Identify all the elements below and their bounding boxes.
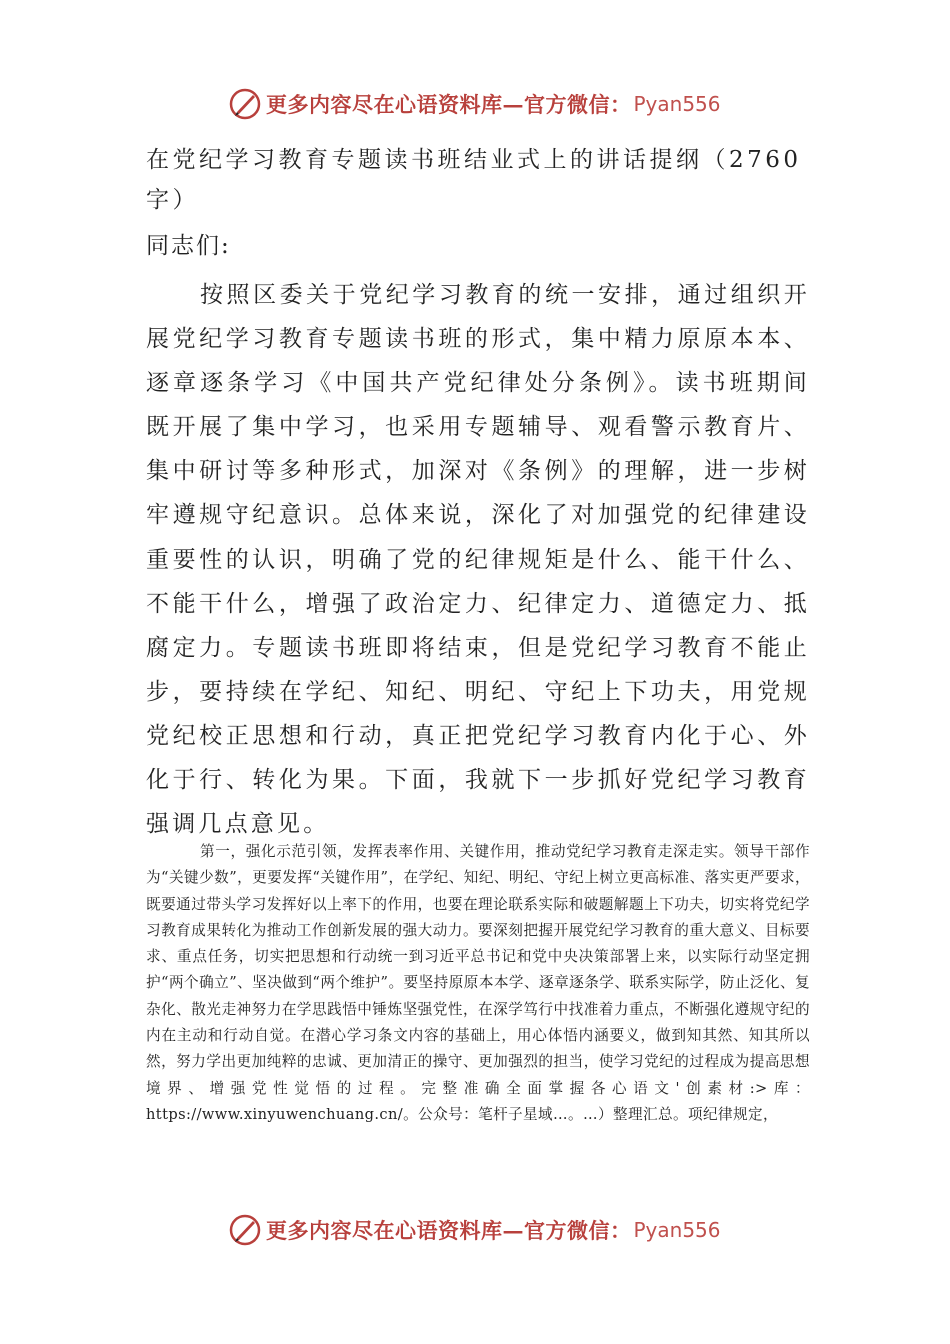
watermark-text: 更多内容尽在心语资料库—官方微信： — [266, 1218, 632, 1243]
pen-logo-icon — [228, 1213, 262, 1247]
greeting: 同志们: — [146, 233, 231, 259]
watermark-text: 更多内容尽在心语资料库—官方微信： — [266, 92, 632, 117]
pen-logo-icon — [228, 87, 262, 121]
watermark-handle: Pyan556 — [633, 92, 721, 116]
watermark-header — [228, 84, 748, 124]
document-title: 在党纪学习教育专题读书班结业式上的讲话提纲（2760字） — [146, 147, 802, 213]
watermark-handle: Pyan556 — [633, 1218, 721, 1242]
watermark-footer — [228, 1210, 748, 1250]
intro-paragraph: 按照区委关于党纪学习教育的统一安排，通过组织开展党纪学习教育专题读书班的形式，集中精力原原本本、逐章逐条学习《中国共产党纪律处分条例》。读书班期间既开展了集中学习，也采用专题辅导、观看警示教育片、集中研讨等多种形式，加深对《条例》的理解，进一步树牢遵规守纪意识。总体来说，深化了对加强党的纪律建设重要性的认识，明确了党的纪律规矩是什么、能干什么、不能干什么，增强了政治定力、纪律定力、道德定力、抵腐定力。专题读书班即将结束，但是党纪学习教育不能止步，要持续在学纪、知纪、明纪、守纪上下功夫，用党规党纪校正思想和行动，真正把党纪学习教育内化于心、外化于行、转化为果。下面，我就下一步抓好党纪学习教育强调几点意见。 — [146, 282, 810, 838]
section-one-paragraph: 第一，强化示范引领，发挥表率作用、关键作用，推动党纪学习教育走深走实。领导干部作为“关键少数”，更要发挥“关键作用”，在学纪、知纪、明纪、守纪上树立更高标准、落实更严要求，既要通过带头学习发挥好以上率下的作用，也要在理论联系实际和破题解题上下功夫，切实将党纪学习教育成果转化为推动工作创新发展的强大动力。要深刻把握开展党纪学习教育的重大意义、目标要求、重点任务，切实把思想和行动统一到习近平总书记和党中央决策部署上来，以实际行动坚定拥护“两个确立”、坚决做到“两个维护”。要坚持原原本本学、逐章逐条学、联系实际学，防止泛化、复杂化、散光走神努力在学思践悟中锤炼坚强党性，在深学笃行中找准着力重点，不断强化遵规守纪的内在主动和行动自觉。在潜心学习条文内容的基础上，用心体悟内涵要义，做到知其然、知其所以然，努力学出更加纯粹的忠诚、更加清正的操守、更加强烈的担当，使学习党纪的过程成为提高思想境界、增强党性觉悟的过程。完整准确全面掌握各心语文'创素材:>库：https://www.xinyuwenchuang.cn/。公众号：笔杆子星域…。…）整理汇总。项纪律规定， — [146, 843, 810, 1123]
